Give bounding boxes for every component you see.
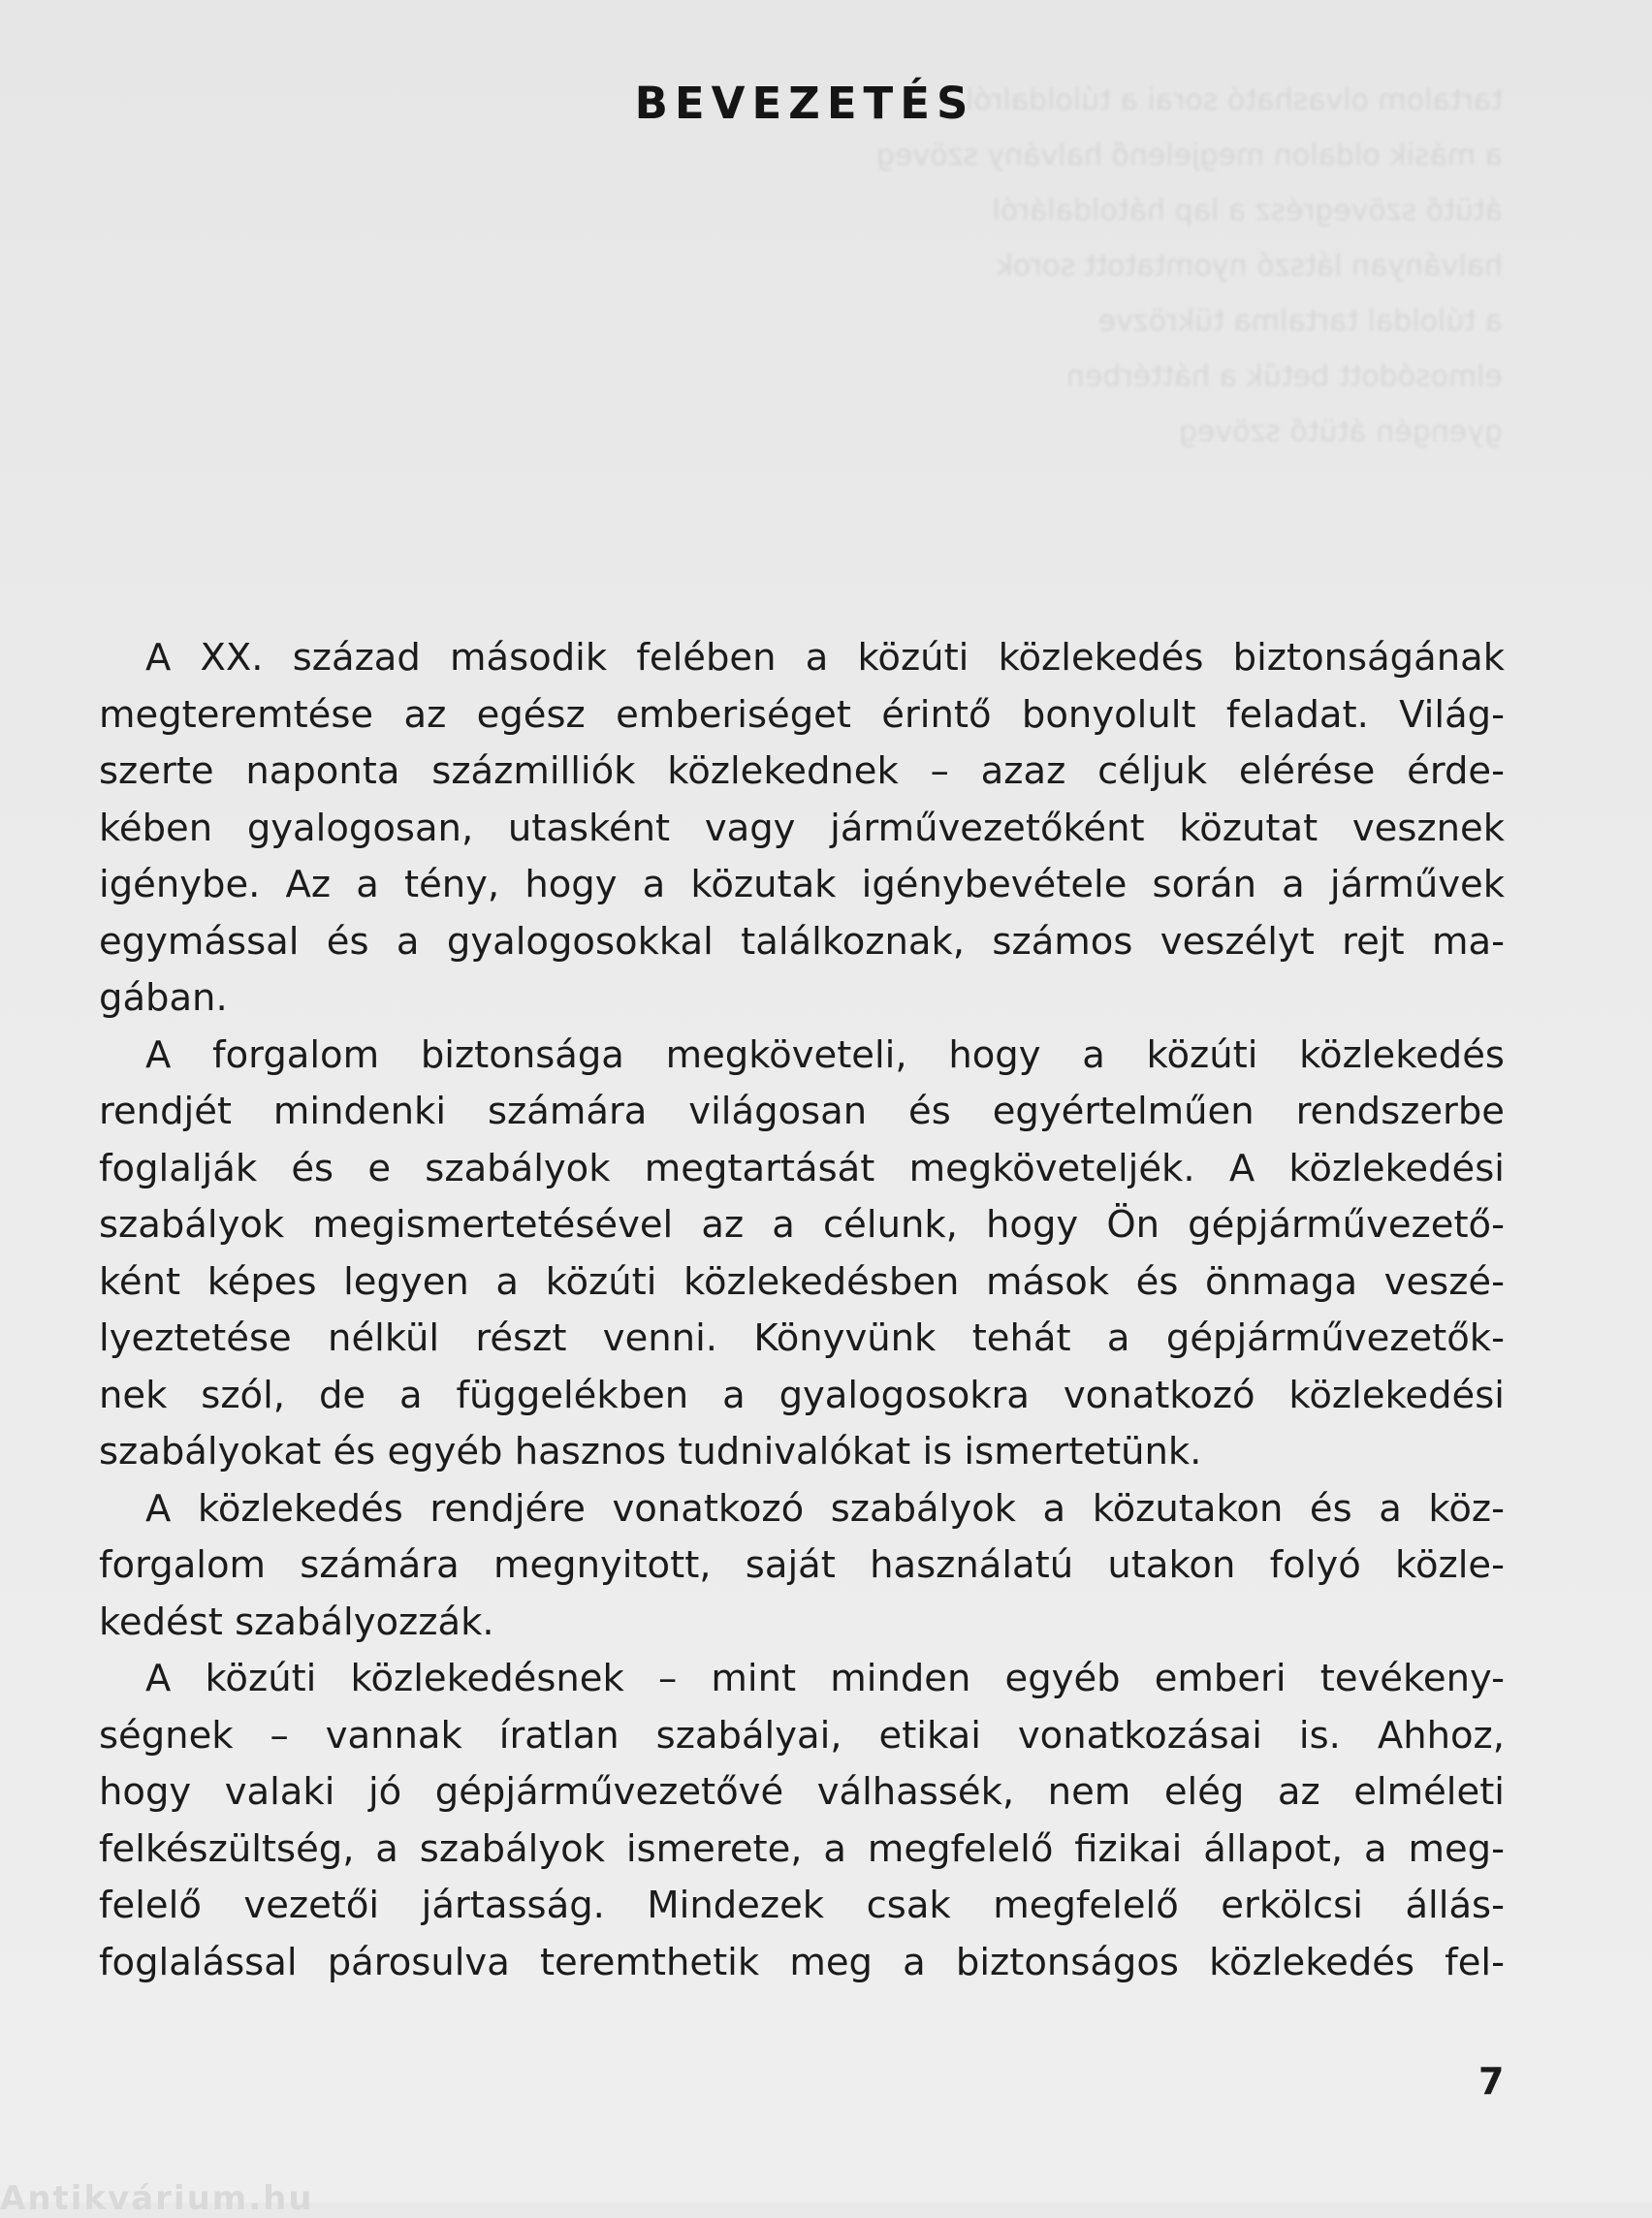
bleed-line: a túloldal tartalma tükrözve [1097, 304, 1503, 338]
page-number: 7 [1478, 2060, 1505, 2103]
text-line: A közúti közlekedésnek – mint minden egyéb emberi tevékeny- [145, 1657, 1505, 1700]
bleed-line: átütő szövegrész a lap hátoldaláról [992, 194, 1503, 228]
text-line: A közlekedés rendjére vonatkozó szabályok a közutakon és a köz- [145, 1486, 1505, 1531]
text-line: A forgalom biztonsága megköveteli, hogy a közúti közlekedés [145, 1032, 1505, 1077]
text-line: kedést szabályozzák. [99, 1600, 494, 1644]
text-line: szabályok megismertetésével az a célunk, hogy Ön gépjárművezető- [99, 1203, 1505, 1247]
text-line: A XX. század második felében a közúti közlekedés biztonságának [145, 636, 1505, 680]
text-line: foglalják és e szabályok megtartását megköveteljék. A közlekedési [99, 1146, 1505, 1190]
text-line: forgalom számára megnyitott, saját használatú utakon folyó közle- [99, 1543, 1505, 1587]
text-line: nek szól, de a függelékben a gyalogosokra vonatkozó közlekedési [99, 1373, 1505, 1417]
text-line: egymással és a gyalogosokkal találkoznak, számos veszélyt rejt ma- [99, 919, 1505, 964]
text-line: szabályokat és egyéb hasznos tudnivalókat is ismertetünk. [99, 1430, 1202, 1473]
text-line: megteremtése az egész emberiséget érintő bonyolult feladat. Világ- [99, 692, 1505, 737]
text-line: felelő vezetői jártasság. Mindezek csak megfelelő erkölcsi állás- [99, 1884, 1505, 1927]
body-text [99, 630, 1505, 1991]
watermark: Antikvárium.hu [0, 2179, 314, 2218]
text-line: gában. [99, 976, 228, 1020]
bleed-line: elmosódott betűk a háttérben [1065, 360, 1503, 394]
text-line: ként képes legyen a közúti közlekedésben mások és önmaga veszé- [99, 1259, 1505, 1304]
text-line: felkészültség, a szabályok ismerete, a megfelelő fizikai állapot, a meg- [99, 1826, 1505, 1871]
bleed-line: tartalom olvasható sorai a túloldalról [965, 83, 1503, 117]
text-line: lyeztetése nélkül részt venni. Könyvünk tehát a gépjárművezetők- [99, 1316, 1505, 1360]
bleed-line: halványan látszó nyomtatott sorok [996, 249, 1503, 283]
text-line: szerte naponta százmilliók közlekednek – azaz céljuk elérése érde- [99, 749, 1505, 793]
bleed-line: a másik oldalon megjelenő halvány szöveg [875, 139, 1503, 173]
text-line: ségnek – vannak íratlan szabályai, etikai vonatkozásai is. Ahhoz, [99, 1713, 1505, 1758]
text-line: foglalással párosulva teremthetik meg a biztonságos közlekedés fel- [99, 1940, 1505, 1984]
text-line: rendjét mindenki számára világosan és egyértelműen rendszerbe [99, 1090, 1505, 1133]
bleed-through-text [97, 73, 1503, 459]
chapter-title: BEVEZETÉS [634, 78, 975, 129]
text-line: igénybe. Az a tény, hogy a közutak igénybevétele során a járművek [99, 863, 1505, 906]
bleed-line: gyengén átütő szöveg [1178, 415, 1503, 449]
text-line: kében gyalogosan, utasként vagy járművezetőként közutat vesznek [99, 806, 1505, 850]
text-line: hogy valaki jó gépjárművezetővé válhassék, nem elég az elméleti [99, 1770, 1505, 1814]
